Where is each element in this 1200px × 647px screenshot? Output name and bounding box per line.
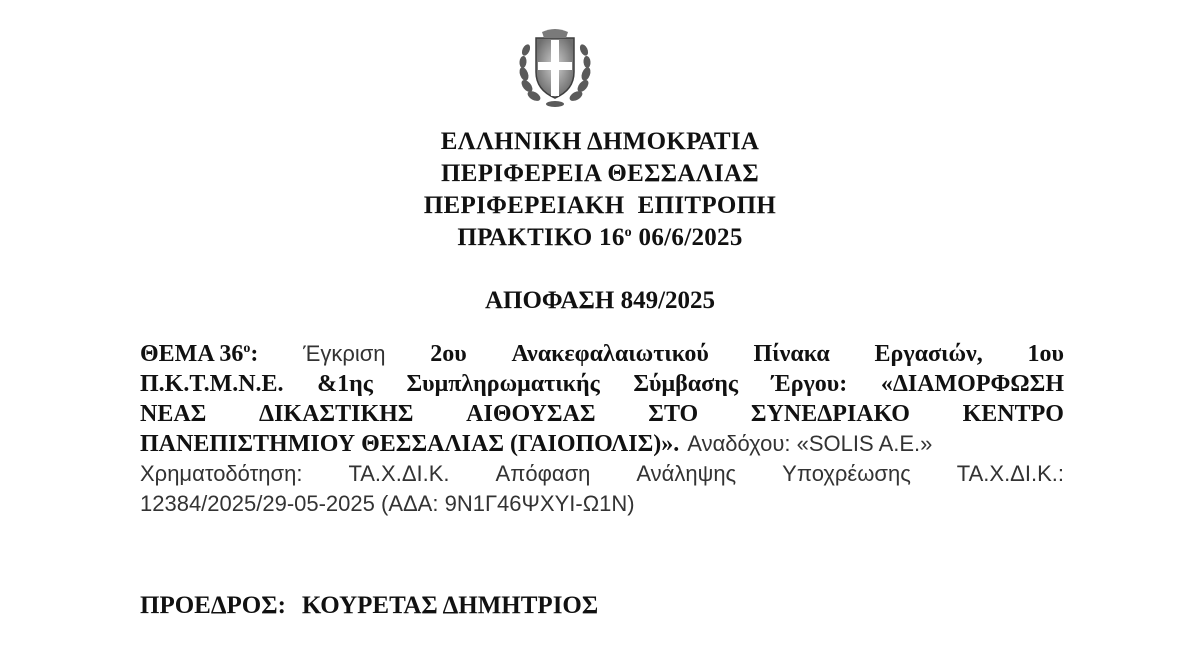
subject-word: Ανακεφαλαιωτικού — [511, 341, 709, 367]
subject-word: Χρηματοδότηση: — [140, 461, 303, 486]
subject-word: «ΔΙΑΜΟΡΦΩΣΗ — [880, 371, 1064, 397]
minutes-date: 06/6/2025 — [638, 224, 743, 251]
subject-line-3 — [140, 399, 1064, 429]
subject-word: Σύμβασης — [633, 371, 738, 397]
issuing-authority-header — [300, 126, 900, 254]
president-line — [140, 591, 598, 621]
subject-word: 1ου — [1027, 341, 1064, 367]
subject-line-4 — [140, 429, 1064, 459]
subject-paragraph — [140, 339, 1064, 519]
president-label: ΠΡΟΕΔΡΟΣ: — [140, 592, 286, 619]
subject-line-5 — [140, 459, 1064, 489]
subject-label-ordinal: ο — [243, 341, 251, 356]
minutes-prefix: ΠΡΑΚΤΙΚΟ 16 — [457, 224, 625, 251]
subject-label-text: ΘΕΜΑ 36 — [140, 341, 244, 367]
decision-number: ΑΠΟΦΑΣΗ 849/2025 — [484, 287, 716, 314]
state-name: ΕΛΛΗΝΙΚΗ ΔΗΜΟΚΡΑΤΙΑ — [440, 128, 760, 155]
subject-word: ΝΕΑΣ — [140, 401, 207, 427]
subject-line-1 — [140, 339, 1064, 369]
funding-reference: 12384/2025/29-05-2025 (ΑΔΑ: 9Ν1Γ46ΨΧΥΙ-Ω1Ν) — [140, 491, 635, 516]
minutes-ordinal: ο — [624, 225, 632, 240]
president-name: ΚΟΥΡΕΤΑΣ ΔΗΜΗΤΡΙΟΣ — [301, 592, 599, 619]
subject-word: Έργου: — [771, 371, 848, 397]
subject-word: ΔΙΚΑΣΤΙΚΗΣ — [259, 401, 414, 427]
minutes-line — [300, 222, 900, 254]
subject-word: ΑΙΘΟΥΣΑΣ — [466, 401, 596, 427]
subject-word: Έγκριση — [303, 341, 386, 366]
subject-word: ΤΑ.Χ.ΔΙ.Κ. — [348, 461, 450, 486]
subject-word: &1ης — [317, 371, 373, 397]
subject-word: Π.Κ.Τ.Μ.Ν.Ε. — [140, 371, 284, 397]
subject-line-6 — [140, 489, 1064, 519]
subject-word: ΤΑ.Χ.ΔΙ.Κ.: — [956, 461, 1064, 486]
subject-word: ΣΥΝΕΔΡΙΑΚΟ — [750, 401, 910, 427]
subject-word: Πίνακα — [753, 341, 830, 367]
subject-label-colon: : — [250, 341, 259, 367]
subject-line-2 — [140, 369, 1064, 399]
subject-word: Συμπληρωματικής — [406, 371, 600, 397]
project-name-end: ΠΑΝΕΠΙΣΤΗΜΙΟΥ ΘΕΣΣΑΛΙΑΣ (ΓΑΙΟΠΟΛΙΣ)». — [140, 431, 680, 457]
subject-word: ΚΕΝΤΡΟ — [962, 401, 1064, 427]
subject-word: Υποχρέωσης — [782, 461, 911, 486]
coat-of-arms-emblem — [512, 24, 598, 110]
subject-label — [140, 339, 258, 369]
region-name: ΠΕΡΙΦΕΡΕΙΑ ΘΕΣΣΑΛΙΑΣ — [440, 160, 760, 187]
subject-word: ΣΤΟ — [648, 401, 699, 427]
subject-word: Απόφαση — [495, 461, 591, 486]
committee-name: ΠΕΡΙΦΕΡΕΙΑΚΗ ΕΠΙΤΡΟΠΗ — [423, 192, 777, 219]
subject-word: Εργασιών, — [874, 341, 983, 367]
subject-word: 2ου — [430, 341, 467, 367]
contractor: Αναδόχου: «SOLIS A.E.» — [687, 431, 933, 456]
subject-word: Ανάληψης — [636, 461, 737, 486]
